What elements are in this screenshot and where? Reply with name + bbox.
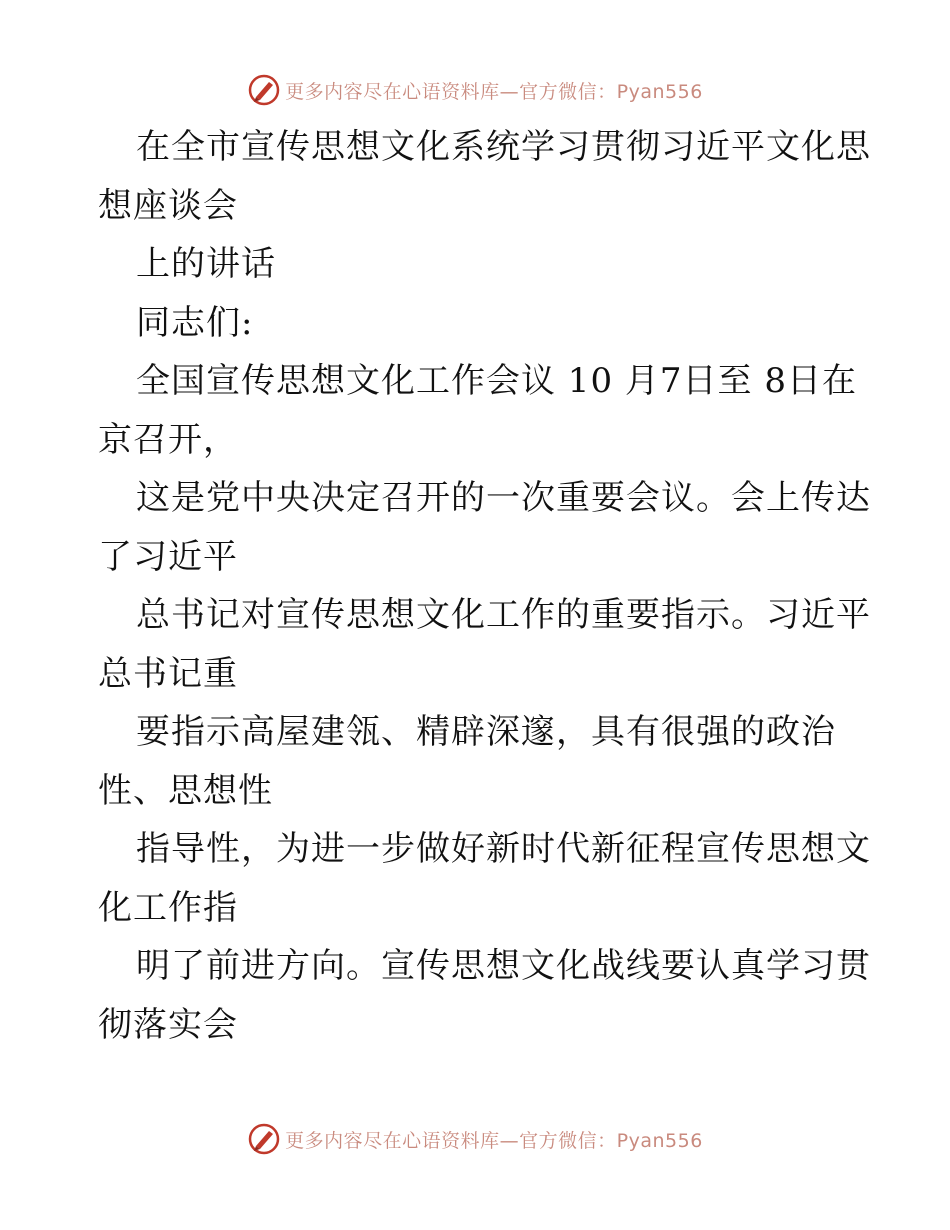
text-line: 上的讲话	[136, 244, 276, 284]
text-line: 这是党中央决定召开的一次重要会议。会上传达	[136, 478, 871, 518]
text-line: 全国宣传思想文化工作会议 10 月7日至 8日在	[136, 361, 857, 401]
text-line: 在全市宣传思想文化系统学习贯彻习近平文化思	[136, 127, 871, 167]
pen-logo-icon	[247, 1122, 281, 1156]
text-line: 彻落实会	[98, 1004, 238, 1045]
text-line: 要指示高屋建瓴、精辟深邃，具有很强的政治	[136, 712, 836, 752]
text-line: 指导性，为进一步做好新时代新征程宣传思想文	[136, 829, 871, 869]
text-line: 同志们:	[136, 302, 254, 343]
text-line: 总书记对宣传思想文化工作的重要指示。习近平	[136, 595, 871, 635]
watermark-text: 更多内容尽在心语资料库—官方微信：Pyan556	[285, 1129, 703, 1152]
text-line: 了习近平	[98, 536, 238, 577]
text-line: 想座谈会	[98, 185, 238, 226]
watermark-text: 更多内容尽在心语资料库—官方微信：Pyan556	[285, 80, 703, 103]
document-body	[98, 118, 871, 1054]
header-watermark	[0, 70, 950, 110]
footer-watermark	[0, 1119, 950, 1159]
text-line: 京召开，	[98, 419, 238, 460]
text-line: 性、思想性	[98, 770, 273, 811]
pen-logo-icon	[247, 73, 281, 107]
text-line: 总书记重	[98, 653, 238, 694]
text-line: 化工作指	[98, 887, 238, 928]
text-line: 明了前进方向。宣传思想文化战线要认真学习贯	[136, 946, 871, 986]
